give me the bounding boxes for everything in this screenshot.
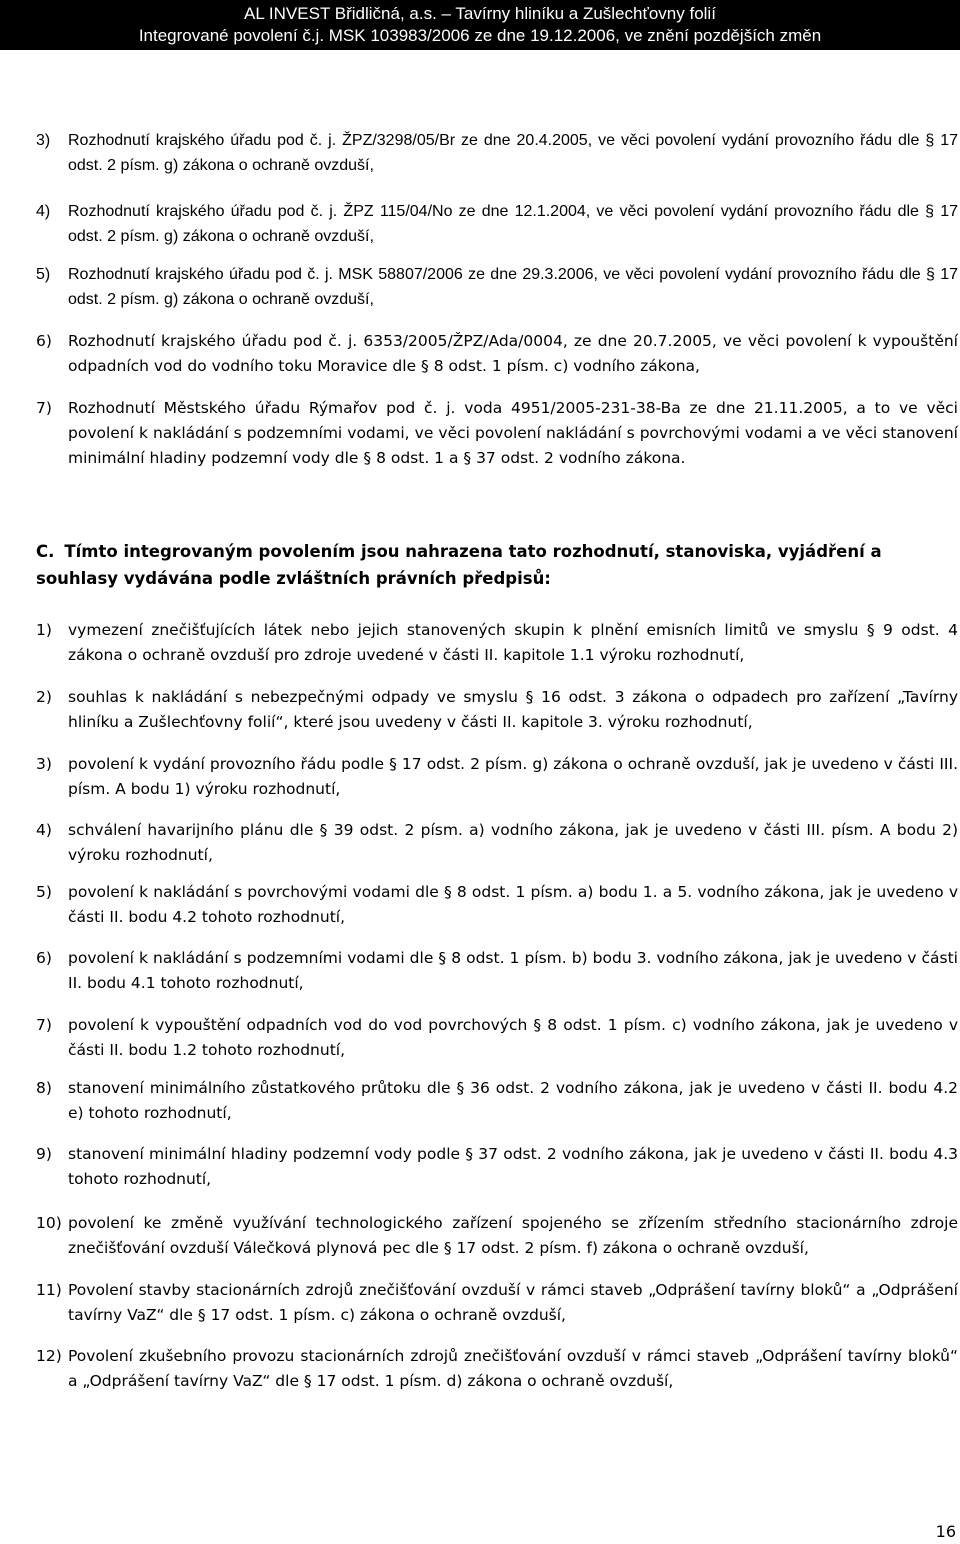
list-item-text: stanovení minimální hladiny podzemní vody podle § 37 odst. 2 vodního zákona, jak je uvedeno v části II. bodu 4.3 tohoto rozhodnutí, [68, 1145, 958, 1188]
section-c-heading [36, 538, 958, 592]
list-item [36, 329, 958, 379]
list-item [36, 199, 958, 249]
list-item [36, 685, 958, 735]
list-item-number: 10) [36, 1214, 62, 1232]
list-item [36, 262, 958, 312]
list-item-number: 5) [36, 883, 52, 901]
list-item-number: 9) [36, 1145, 52, 1163]
list-item-text: Rozhodnutí krajského úřadu pod č. j. 6353/2005/ŽPZ/Ada/0004, ze dne 20.7.2005, ve věci povolení k vypouštění odpadních vod do vodního toku Moravice dle § 8 odst. 1 písm. c) vodního zákona, [68, 332, 958, 375]
list-item-number: 6) [36, 949, 52, 967]
list-item-number: 1) [36, 621, 52, 639]
list-item-text: povolení k vydání provozního řádu podle § 17 odst. 2 písm. g) zákona o ochraně ovzduší, jak je uvedeno v části III. písm. A bodu 1) výroku rozhodnutí, [68, 755, 958, 798]
list-item-text: povolení k nakládání s podzemními vodami dle § 8 odst. 1 písm. b) bodu 3. vodního zákona, jak je uvedeno v části II. bodu 4.1 tohoto rozhodnutí, [68, 949, 958, 992]
list-item-number: 5) [36, 266, 51, 283]
list-item [36, 818, 958, 868]
list-item-text: souhlas k nakládání s nebezpečnými odpady ve smyslu § 16 odst. 3 zákona o odpadech pro zařízení „Tavírny hliníku a Zušlechťovny folií“, které jsou uvedeny v části II. kapitole 3. výroku rozhodnutí, [68, 688, 958, 731]
header-line-2: Integrované povolení č.j. MSK 103983/2006 ze dne 19.12.2006, ve znění pozdějších změn [138, 26, 822, 45]
list-item-number: 4) [36, 203, 51, 220]
list-item [36, 1211, 958, 1261]
list-item [36, 1013, 958, 1063]
list-item-text: schválení havarijního plánu dle § 39 odst. 2 písm. a) vodního zákona, jak je uvedeno v části III. písm. A bodu 2) výroku rozhodnutí, [68, 821, 958, 864]
header-line-1: AL INVEST Břidličná, a.s. – Tavírny hliníku a Zušlechťovny folií [244, 4, 716, 23]
list-item [36, 752, 958, 802]
list-item-number: 2) [36, 688, 52, 706]
list-item-number: 11) [36, 1281, 62, 1299]
list-item [36, 1142, 958, 1192]
list-item-text: Rozhodnutí krajského úřadu pod č. j. ŽPZ 115/04/No ze dne 12.1.2004, ve věci povolení vydání provozního řádu dle § 17 odst. 2 písm. g) zákona o ochraně ovzduší, [68, 203, 958, 245]
section-title: Tímto integrovaným povolením jsou nahrazena tato rozhodnutí, stanoviska, vyjádření a souhlasy vydávána podle zvláštních právních předpisů: [36, 542, 882, 588]
section-letter: C. [36, 542, 55, 561]
list-item-text: Povolení stavby stacionárních zdrojů znečišťování ovzduší v rámci staveb „Odprášení tavírny bloků“ a „Odprášení tavírny VaZ“ dle § 17 odst. 1 písm. c) zákona o ochraně ovzduší, [68, 1281, 958, 1324]
list-item [36, 128, 958, 178]
list-item-number: 8) [36, 1079, 52, 1097]
list-item-number: 3) [36, 132, 51, 149]
list-item-text: povolení k vypouštění odpadních vod do vod povrchových § 8 odst. 1 písm. c) vodního zákona, jak je uvedeno v části II. bodu 1.2 tohoto rozhodnutí, [68, 1016, 958, 1059]
list-item-text: Rozhodnutí krajského úřadu pod č. j. ŽPZ/3298/05/Br ze dne 20.4.2005, ve věci povolení vydání provozního řádu dle § 17 odst. 2 písm. g) zákona o ochraně ovzduší, [68, 132, 958, 174]
list-item [36, 880, 958, 930]
list-item-text: Rozhodnutí Městského úřadu Rýmařov pod č. j. voda 4951/2005-231-38-Ba ze dne 21.11.2005, a to ve věci povolení k nakládání s podzemními vodami, ve věci povolení nakládání s povrchovými vodami a ve věci stanovení minimální hladiny podzemní vody dle § 8 odst. 1 a § 37 odst. 2 vodního zákona. [68, 399, 958, 467]
list-item [36, 1076, 958, 1126]
list-item-number: 7) [36, 1016, 52, 1034]
list-item-text: vymezení znečišťujících látek nebo jejich stanovených skupin k plnění emisních limitů ve smyslu § 9 odst. 4 zákona o ochraně ovzduší pro zdroje uvedené v části II. kapitole 1.1 výroku rozhodnutí, [68, 621, 958, 664]
list-item [36, 1278, 958, 1328]
list-item-number: 6) [36, 332, 52, 350]
list-item-number: 12) [36, 1347, 62, 1365]
list-item-text: Povolení zkušebního provozu stacionárních zdrojů znečišťování ovzduší v rámci staveb „Odprášení tavírny bloků“ a „Odprášení tavírny VaZ“ dle § 17 odst. 1 písm. d) zákona o ochraně ovzduší, [68, 1347, 958, 1390]
list-item-number: 7) [36, 399, 52, 417]
list-item-text: povolení ke změně využívání technologického zařízení spojeného se zřízením středního stacionárního zdroje znečišťování ovzduší Válečková plynová pec dle § 17 odst. 2 písm. f) zákona o ochraně ovzduší, [68, 1214, 958, 1257]
list-item [36, 396, 958, 471]
list-item-number: 3) [36, 755, 52, 773]
list-item-number: 4) [36, 821, 52, 839]
list-item-text: Rozhodnutí krajského úřadu pod č. j. MSK 58807/2006 ze dne 29.3.2006, ve věci povolení vydání provozního řádu dle § 17 odst. 2 písm. g) zákona o ochraně ovzduší, [68, 266, 958, 308]
page-number: 16 [935, 1522, 956, 1541]
document-header [0, 0, 960, 50]
list-item [36, 1344, 958, 1394]
list-item [36, 946, 958, 996]
list-item [36, 618, 958, 668]
list-item-text: stanovení minimálního zůstatkového průtoku dle § 36 odst. 2 vodního zákona, jak je uvedeno v části II. bodu 4.2 e) tohoto rozhodnutí, [68, 1079, 958, 1122]
list-item-text: povolení k nakládání s povrchovými vodami dle § 8 odst. 1 písm. a) bodu 1. a 5. vodního zákona, jak je uvedeno v části II. bodu 4.2 tohoto rozhodnutí, [68, 883, 958, 926]
